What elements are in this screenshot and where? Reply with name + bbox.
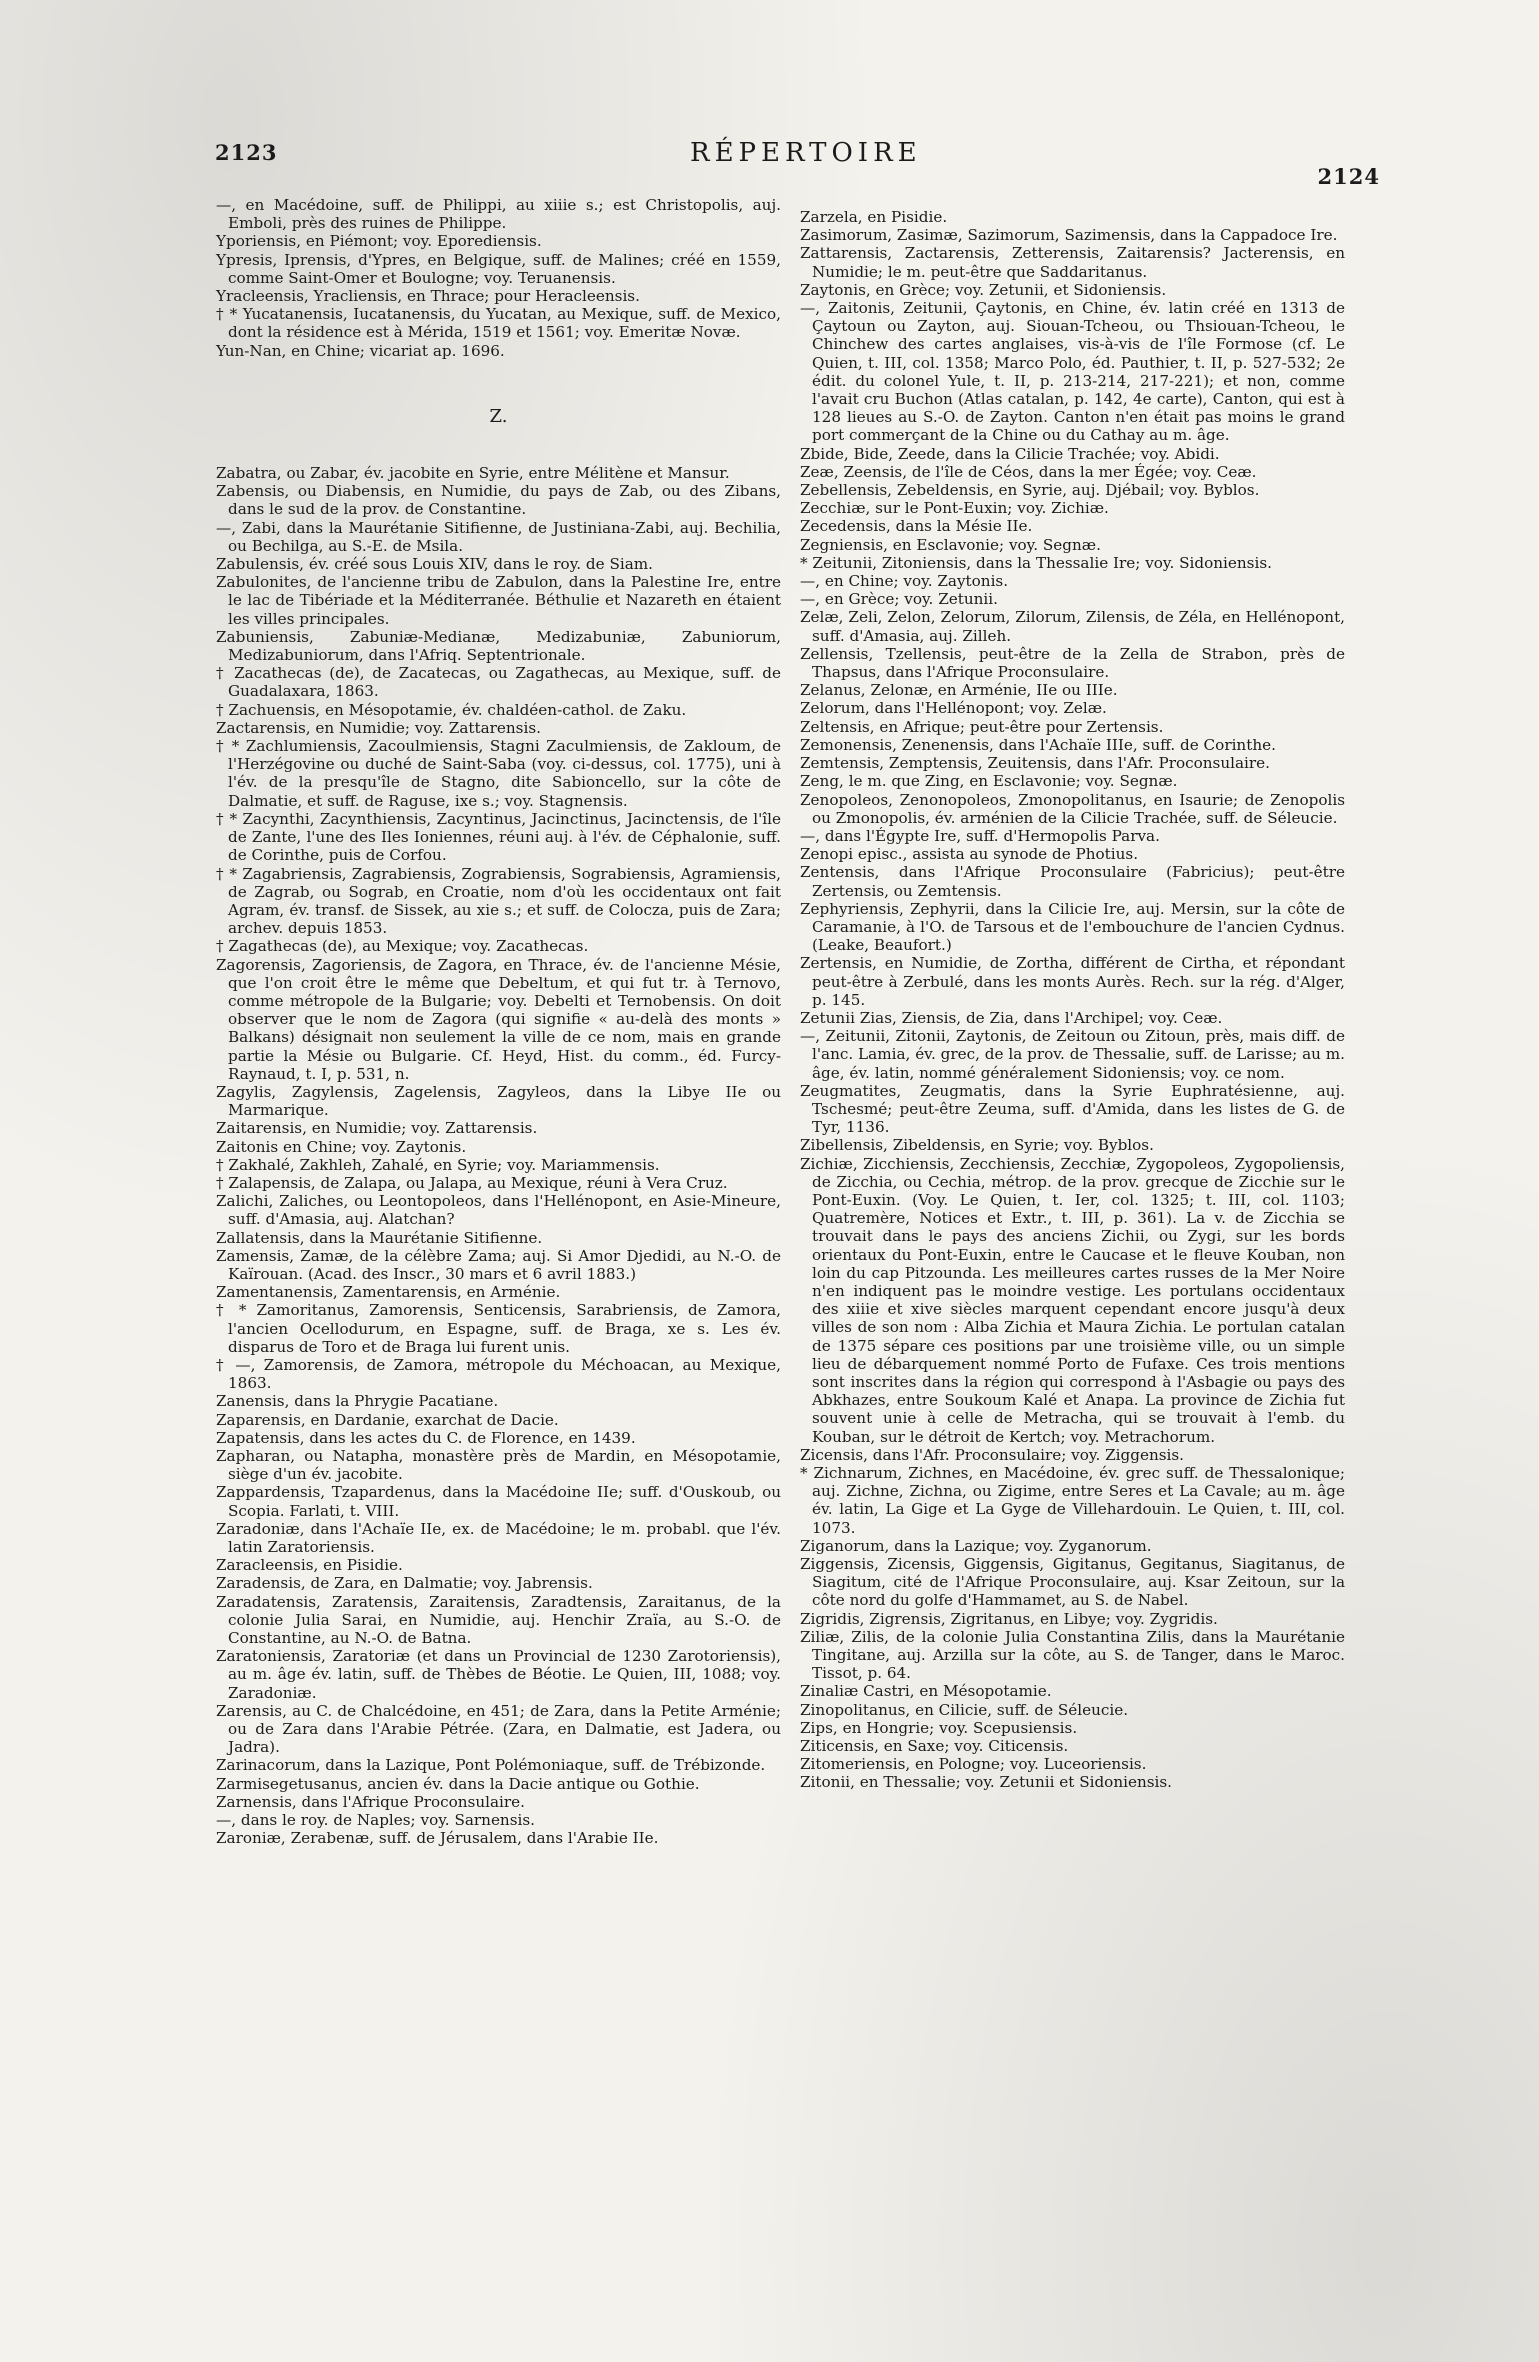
dictionary-entry: Zagylis, Zagylensis, Zagelensis, Zagyleos, dans la Libye IIe ou Marmarique. <box>216 1082 781 1120</box>
dictionary-entry: Zappardensis, Tzapardenus, dans la Macédoine IIe; suff. d'Ouskoub, ou Scopia. Farlati, t. VIII. <box>216 1483 781 1520</box>
page-header <box>215 138 1380 189</box>
dictionary-entry: Zigridis, Zigrensis, Zigritanus, en Libye; voy. Zygridis. <box>800 1609 1218 1628</box>
dictionary-entry: Ziganorum, dans la Lazique; voy. Zyganorum. <box>800 1536 1152 1555</box>
dictionary-entry: Zemtensis, Zemptensis, Zeuitensis, dans l'Afr. Proconsulaire. <box>800 754 1270 773</box>
dictionary-entry: Zaradatensis, Zaratensis, Zaraitensis, Zaradtensis, Zaraitanus, de la colonie Julia Sarai, en Numidie, auj. Henchir Zraïa, au S.-O. de Constantine, au N.-O. de Batna. <box>216 1592 781 1648</box>
dictionary-entry: Zeltensis, en Afrique; peut-être pour Zertensis. <box>800 717 1164 736</box>
dictionary-entry: Zarensis, au C. de Chalcédoine, en 451; de Zara, dans la Petite Arménie; ou de Zara dans l'Arabie Pétrée. (Zara, en Dalmatie, est Jadera, ou Jadra). <box>216 1701 781 1757</box>
dictionary-entry: Zaratoniensis, Zaratoriæ (et dans un Provincial de 1230 Zarotoriensis), au m. âge év. latin, suff. de Thèbes de Béotie. Le Quien, III, 1088; voy. Zaradoniæ. <box>216 1647 781 1702</box>
dictionary-entry: Ziliæ, Zilis, de la colonie Julia Constantina Zilis, dans la Maurétanie Tingitane, auj. Arzilla sur la côte, au S. de Tanger, dans le Maroc. Tissot, p. 64. <box>800 1627 1345 1683</box>
dictionary-entry: Zamensis, Zamæ, de la célèbre Zama; auj. Si Amor Djedidi, au N.-O. de Kaïrouan. (Acad. des Inscr., 30 mars et 6 avril 1883.) <box>216 1246 781 1283</box>
dictionary-entry: Zalichi, Zaliches, ou Leontopoleos, dans l'Hellénopont, en Asie-Mineure, suff. d'Amasia, auj. Alatchan? <box>216 1192 781 1229</box>
dictionary-entry: † Zacathecas (de), de Zacatecas, ou Zagathecas, au Mexique, suff. de Guadalaxara, 1863. <box>216 664 781 701</box>
dictionary-entry: † * Zacynthi, Zacynthiensis, Zacyntinus, Jacinctinus, Jacinctensis, de l'île de Zante, l'une des Iles Ioniennes, réuni auj. à l'év. de Céphalonie, suff. de Corinthe, puis de Corfou. <box>216 809 781 865</box>
dictionary-entry: Zelanus, Zelonæ, en Arménie, IIe ou IIIe. <box>800 681 1118 700</box>
dictionary-entry: Zattarensis, Zactarensis, Zetterensis, Zaitarensis? Jacterensis, en Numidie; le m. peut-être que Saddaritanus. <box>800 244 1345 281</box>
dictionary-entry: Zaparensis, en Dardanie, exarchat de Dacie. <box>216 1410 559 1429</box>
dictionary-entry: Zaradoniæ, dans l'Achaïe IIe, ex. de Macédoine; le m. probabl. que l'év. latin Zaratoriensis. <box>216 1519 781 1557</box>
dictionary-entry: Yracleensis, Yracliensis, en Thrace; pour Heracleensis. <box>216 287 640 306</box>
page-number-left: 2123 <box>215 140 278 165</box>
dictionary-entry: Zicensis, dans l'Afr. Proconsulaire; voy. Ziggensis. <box>800 1445 1184 1464</box>
dictionary-entry: † * Yucatanensis, Iucatanensis, du Yucatan, au Mexique, suff. de Mexico, dont la résidence est à Mérida, 1519 et 1561; voy. Emeritæ Novæ. <box>216 305 781 342</box>
dictionary-entry: Zellensis, Tzellensis, peut-être de la Zella de Strabon, près de Thapsus, dans l'Afrique Proconsulaire. <box>800 644 1345 682</box>
dictionary-entry: Zabuniensis, Zabuniæ-Medianæ, Medizabuniæ, Zabuniorum, Medizabuniorum, dans l'Afriq. Septentrionale. <box>216 627 781 665</box>
dictionary-entry: Zeæ, Zeensis, de l'île de Céos, dans la mer Égée; voy. Ceæ. <box>800 462 1257 481</box>
dictionary-entry: Zichiæ, Zicchiensis, Zecchiensis, Zecchiæ, Zygopoleos, Zygopoliensis, de Zicchia, ou Cechia, métrop. de la prov. grecque de Zicchie sur le Pont-Euxin. (Voy. Le Quien, t. Ier, col. 1325; t. III, col. 1103; Quatremère, Notices et Extr., t. III, p. 361). La v. de Zicchia se trouvait dans le pays des anciens Zichii, ou Zygi, sur les bords orientaux du Pont-Euxin, entre le Caucase et le fleuve Kouban, non loin du cap Pitzounda. Les meilleures cartes russes de la Mer Noire n'en indiquent pas le moindre vestige. Les portulans occidentaux des xiiie et xive siècles marquent cependant encore jusqu'à deux villes de son nom : Alba Zichia et Maura Zichia. Le portulan catalan de 1375 sépare ces positions par une troisième ville, ou un simple lieu de débarquement nommé Porto de Fufaxe. Ces trois mentions sont inscrites dans la région qui correspond à l'Asbagie ou pays des Abkhazes, entre Soukoum Kalé et Anapa. La province de Zichia fut souvent unie à celle de Metracha, qui se trouvait à l'emb. du Kouban, sur le détroit de Kertch; voy. Metrachorum. <box>800 1154 1345 1446</box>
dictionary-entry: —, Zaitonis, Zeitunii, Çaytonis, en Chine, év. latin créé en 1313 de Çaytoun ou Zayton, auj. Siouan-Tcheou, ou Thsiouan-Tcheou, le Chinchew des cartes anglaises, vis-à-vis de l'île Formose (cf. Le Quien, t. III, col. 1358; Marco Polo, éd. Pauthier, t. II, p. 527-532; 2e édit. du colonel Yule, t. II, p. 213-214, 217-221); et non, comme l'avait cru Buchon (Atlas catalan, p. 142, 4e carte), Canton, qui est à 128 lieues au S.-O. de Zayton. Canton n'en était pas moins le grand port commerçant de la Chine ou du Cathay au m. âge. <box>800 299 1345 445</box>
dictionary-entry: Zinaliæ Castri, en Mésopotamie. <box>800 1682 1052 1701</box>
dictionary-entry: Zelæ, Zeli, Zelon, Zelorum, Zilorum, Zilensis, de Zéla, en Hellénopont, suff. d'Amasia, auj. Zilleh. <box>800 608 1345 645</box>
dictionary-entry: Zapharan, ou Natapha, monastère près de Mardin, en Mésopotamie, siège d'un év. jacobite. <box>216 1447 781 1484</box>
dictionary-entry: —, dans le roy. de Naples; voy. Sarnensis. <box>216 1811 535 1830</box>
dictionary-entry: Zaitarensis, en Numidie; voy. Zattarensis. <box>216 1119 538 1138</box>
dictionary-entry: Zarmisegetusanus, ancien év. dans la Dacie antique ou Gothie. <box>216 1774 700 1793</box>
dictionary-entry: Zabatra, ou Zabar, év. jacobite en Syrie, entre Mélitène et Mansur. <box>216 464 730 483</box>
dictionary-entry: Zephyriensis, Zephyrii, dans la Cilicie Ire, auj. Mersin, sur la côte de Caramanie, à l'O. de Tarsous et de l'embouchure de l'ancien Cydnus. (Leake, Beaufort.) <box>800 899 1345 955</box>
dictionary-entry: Zapatensis, dans les actes du C. de Florence, en 1439. <box>216 1428 636 1447</box>
left-column <box>216 196 781 1847</box>
dictionary-entry: Zertensis, en Numidie, de Zortha, différent de Cirtha, et répondant peut-être à Zerbulé, dans les monts Aurès. Rech. sur la rég. d'Alger, p. 145. <box>800 954 1345 1009</box>
dictionary-entry: Yporiensis, en Piémont; voy. Eporediensis. <box>216 232 542 251</box>
dictionary-entry: Ziggensis, Zicensis, Giggensis, Gigitanus, Gegitanus, Siagitanus, de Siagitum, cité de l'Afrique Proconsulaire, auj. Ksar Zeitoun, sur la côte nord du golfe d'Hammamet, au S. de Nabel. <box>800 1555 1345 1610</box>
dictionary-entry: —, en Chine; voy. Zaytonis. <box>800 572 1009 591</box>
dictionary-entry: Zenopoleos, Zenonopoleos, Zmonopolitanus, en Isaurie; de Zenopolis ou Zmonopolis, év. arménien de la Cilicie Trachée, suff. de Séleucie. <box>800 790 1345 827</box>
dictionary-entry: Zemonensis, Zenenensis, dans l'Achaïe IIIe, suff. de Corinthe. <box>800 735 1276 754</box>
dictionary-entry: Zbide, Bide, Zeede, dans la Cilicie Trachée; voy. Abidi. <box>800 444 1220 463</box>
dictionary-entry: Zarzela, en Pisidie. <box>800 208 948 226</box>
dictionary-entry: † * Zamoritanus, Zamorensis, Senticensis, Sarabriensis, de Zamora, l'ancien Ocellodurum, en Espagne, suff. de Braga, xe s. Les év. disparus de Toro et de Braga lui furent unis. <box>216 1301 781 1356</box>
right-column <box>800 208 1345 1792</box>
dictionary-entry: Zibellensis, Zibeldensis, en Syrie; voy. Byblos. <box>800 1136 1154 1155</box>
dictionary-entry: Zinopolitanus, en Cilicie, suff. de Séleucie. <box>800 1700 1129 1719</box>
dictionary-entry: —, Zeitunii, Zitonii, Zaytonis, de Zeitoun ou Zitoun, près, mais diff. de l'anc. Lamia, év. grec, de la prov. de Thessalie, suff. de Larisse; au m. âge, év. latin, nommé généralement Sidoniensis; voy. ce nom. <box>800 1027 1345 1082</box>
dictionary-entry: † Zagathecas (de), au Mexique; voy. Zacathecas. <box>216 937 589 956</box>
dictionary-entry: Zebellensis, Zebeldensis, en Syrie, auj. Djébail; voy. Byblos. <box>800 481 1260 500</box>
dictionary-entry: Zamentanensis, Zamentarensis, en Arménie. <box>216 1283 561 1302</box>
dictionary-entry: Zabulensis, év. créé sous Louis XIV, dans le roy. de Siam. <box>216 555 653 574</box>
dictionary-entry: Zecchiæ, sur le Pont-Euxin; voy. Zichiæ. <box>800 499 1109 518</box>
dictionary-entry: —, en Macédoine, suff. de Philippi, au xiiie s.; est Christopolis, auj. Emboli, près des ruines de Philippe. <box>216 196 781 233</box>
dictionary-entry: * Zichnarum, Zichnes, en Macédoine, év. grec suff. de Thessalonique; auj. Zichne, Zichna, ou Zigime, entre Seres et La Cavale; au m. âge év. latin, La Gige et La Gyge de Villehardouin. Le Quien, t. III, col. 1073. <box>800 1464 1345 1537</box>
dictionary-entry: † Zakhalé, Zakhleh, Zahalé, en Syrie; voy. Mariammensis. <box>216 1155 660 1174</box>
dictionary-entry: Zaroniæ, Zerabenæ, suff. de Jérusalem, dans l'Arabie IIe. <box>216 1829 659 1848</box>
dictionary-entry: Zetunii Zias, Ziensis, de Zia, dans l'Archipel; voy. Ceæ. <box>800 1008 1223 1027</box>
dictionary-entry: Zaitonis en Chine; voy. Zaytonis. <box>216 1137 467 1156</box>
dictionary-entry: Ypresis, Iprensis, d'Ypres, en Belgique, suff. de Malines; créé en 1559, comme Saint-Omer et Boulogne; voy. Teruanensis. <box>216 250 781 287</box>
dictionary-entry: —, Zabi, dans la Maurétanie Sitifienne, de Justiniana-Zabi, auj. Bechilia, ou Bechilga, au S.-E. de Msila. <box>216 518 781 555</box>
section-letter: Z. <box>489 405 508 427</box>
dictionary-entry: Zagorensis, Zagoriensis, de Zagora, en Thrace, év. de l'ancienne Mésie, que l'on croit être le même que Debeltum, et qui fut tr. à Ternovo, comme métropole de la Bulgarie; voy. Debelti et Ternobensis. On doit observer que le nom de Zagora (qui signifie « au-delà des monts » Balkans) désignait non seulement la ville de ce nom, mais en grande partie la Mésie ou Bulgarie. Cf. Heyd, Hist. du comm., éd. Furcy-Raynaud, t. I, p. 531, n. <box>216 955 781 1083</box>
dictionary-entry: —, dans l'Égypte Ire, suff. d'Hermopolis Parva. <box>800 826 1160 845</box>
dictionary-entry: Zegniensis, en Esclavonie; voy. Segnæ. <box>800 535 1101 554</box>
dictionary-entry: Zallatensis, dans la Maurétanie Sitifienne. <box>216 1228 543 1247</box>
page-number-right: 2124 <box>1317 164 1380 189</box>
dictionary-entry: Zitonii, en Thessalie; voy. Zetunii et Sidoniensis. <box>800 1773 1173 1792</box>
dictionary-entry: Zeugmatites, Zeugmatis, dans la Syrie Euphratésienne, auj. Tschesmé; peut-être Zeuma, suff. d'Amida, dans les listes de G. de Tyr, 1136. <box>800 1081 1345 1137</box>
dictionary-entry: Zasimorum, Zasimæ, Sazimorum, Sazimensis, dans la Cappadoce Ire. <box>800 226 1338 245</box>
dictionary-entry: Zarinacorum, dans la Lazique, Pont Polémoniaque, suff. de Trébizonde. <box>216 1756 766 1775</box>
dictionary-entry: Zaradensis, de Zara, en Dalmatie; voy. Jabrensis. <box>216 1574 593 1593</box>
dictionary-entry: Zenopi episc., assista au synode de Photius. <box>800 845 1139 864</box>
dictionary-entry: Zips, en Hongrie; voy. Scepusiensis. <box>800 1718 1078 1737</box>
dictionary-entry: Ziticensis, en Saxe; voy. Citicensis. <box>800 1737 1069 1756</box>
dictionary-entry: Zaracleensis, en Pisidie. <box>216 1556 403 1575</box>
dictionary-entry: † * Zagabriensis, Zagrabiensis, Zograbiensis, Sograbiensis, Agramiensis, de Zagrab, ou Sograb, en Croatie, nom d'où les occidentaux ont fait Agram, év. transf. de Sissek, au xie s.; et suff. de Colocza, puis de Zara; archev. depuis 1853. <box>216 864 781 938</box>
dictionary-entry: † Zachuensis, en Mésopotamie, év. chaldéen-cathol. de Zaku. <box>216 700 687 719</box>
dictionary-entry: Zabensis, ou Diabensis, en Numidie, du pays de Zab, ou des Zibans, dans le sud de la prov. de Constantine. <box>216 482 781 519</box>
dictionary-entry: Zelorum, dans l'Hellénopont; voy. Zelæ. <box>800 699 1107 718</box>
dictionary-entry: † Zalapensis, de Zalapa, ou Jalapa, au Mexique, réuni à Vera Cruz. <box>216 1173 728 1192</box>
dictionary-entry: * Zeitunii, Zitoniensis, dans la Thessalie Ire; voy. Sidoniensis. <box>800 553 1272 572</box>
dictionary-entry: Zeng, le m. que Zing, en Esclavonie; voy. Segnæ. <box>800 772 1178 791</box>
dictionary-entry: —, en Grèce; voy. Zetunii. <box>800 590 998 609</box>
dictionary-entry: † * Zachlumiensis, Zacoulmiensis, Stagni Zaculmiensis, de Zakloum, de l'Herzégovine ou duché de Saint-Saba (voy. ci-dessus, col. 1775), uni à l'év. de la presqu'île de Stagno, dite Sabioncello, sur la côte de Dalmatie, et suff. de Raguse, ixe s.; voy. Stagnensis. <box>216 737 781 810</box>
dictionary-entry: Zitomeriensis, en Pologne; voy. Luceoriensis. <box>800 1755 1147 1774</box>
dictionary-entry: Zanensis, dans la Phrygie Pacatiane. <box>216 1392 499 1411</box>
dictionary-entry: Yun-Nan, en Chine; vicariat ap. 1696. <box>216 341 505 360</box>
dictionary-entry: Zentensis, dans l'Afrique Proconsulaire (Fabricius); peut-être Zertensis, ou Zemtensis. <box>800 863 1345 900</box>
dictionary-entry: Zarnensis, dans l'Afrique Proconsulaire. <box>216 1792 525 1811</box>
dictionary-entry: Zecedensis, dans la Mésie IIe. <box>800 517 1033 536</box>
dictionary-entry: † —, Zamorensis, de Zamora, métropole du Méchoacan, au Mexique, 1863. <box>216 1355 781 1393</box>
dictionary-entry: Zactarensis, en Numidie; voy. Zattarensis. <box>216 718 541 737</box>
running-title: RÉPERTOIRE <box>690 138 922 168</box>
dictionary-entry: Zaytonis, en Grèce; voy. Zetunii, et Sidoniensis. <box>800 280 1167 299</box>
dictionary-entry: Zabulonites, de l'ancienne tribu de Zabulon, dans la Palestine Ire, entre le lac de Tibériade et la Méditerranée. Béthulie et Nazareth en étaient les villes principales. <box>216 573 781 628</box>
